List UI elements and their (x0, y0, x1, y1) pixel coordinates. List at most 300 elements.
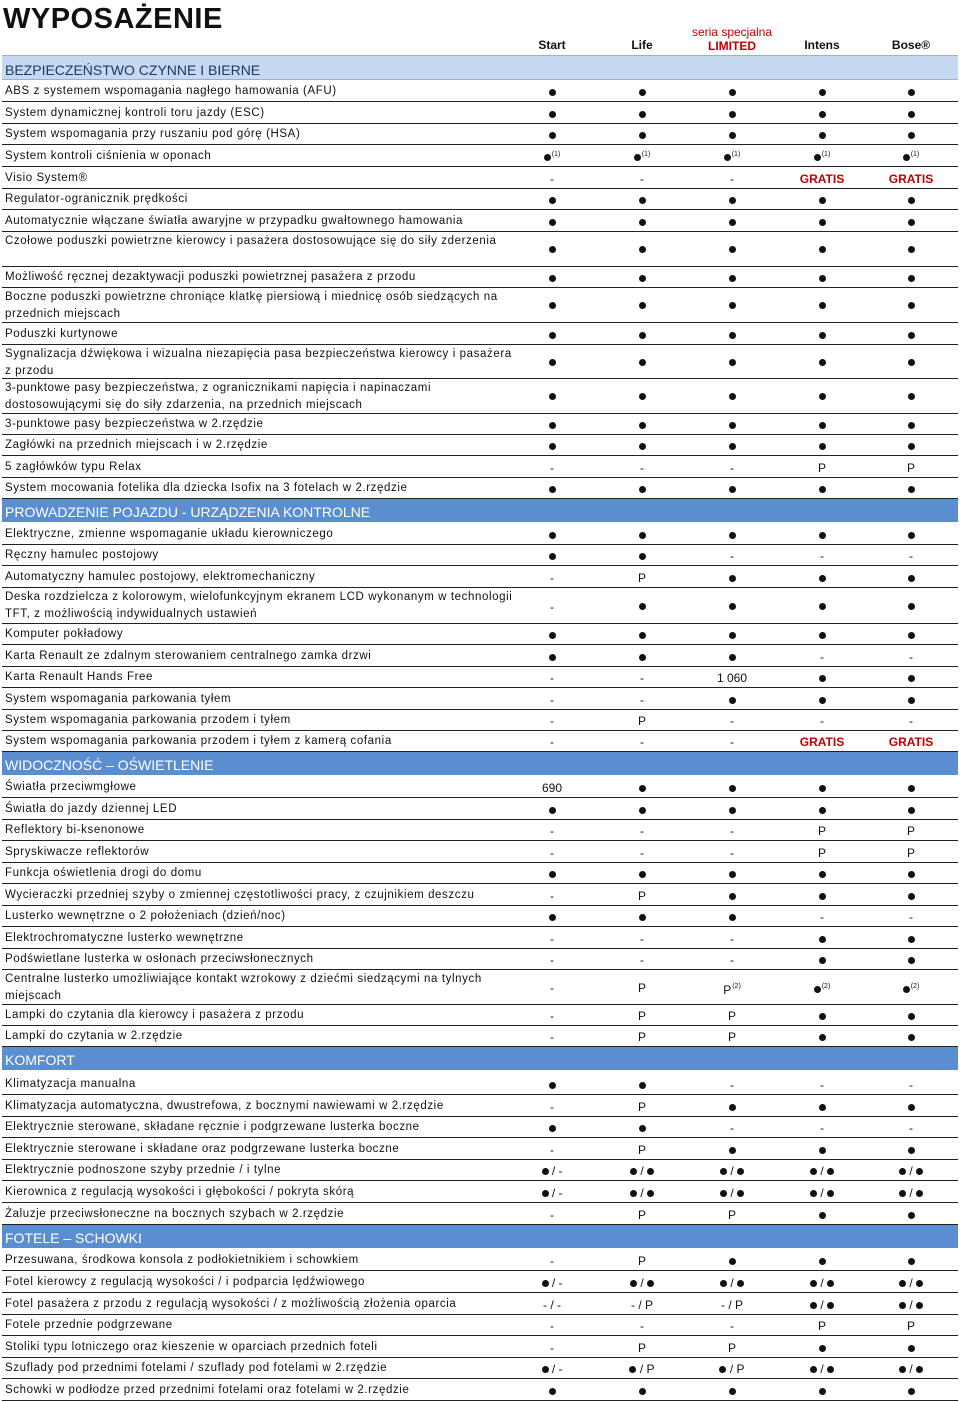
value-cell (597, 1078, 687, 1092)
standard-equipment-dot-icon (729, 1388, 736, 1395)
value-cell (866, 1009, 956, 1023)
table-row (2, 102, 958, 124)
value-cell (687, 482, 777, 496)
value-cell (777, 355, 867, 369)
standard-equipment-dot-icon (908, 697, 915, 704)
value-cell: - (730, 953, 734, 967)
value-cell (597, 1121, 687, 1135)
standard-equipment-dot-icon (908, 807, 915, 814)
table-row (2, 710, 958, 731)
section-header (2, 1047, 958, 1070)
table-row (2, 478, 958, 499)
standard-equipment-dot-icon (819, 302, 826, 309)
standard-equipment-dot-icon (810, 1280, 817, 1287)
value-cell: - (550, 461, 554, 475)
value-cell (777, 953, 867, 967)
table-row (2, 1117, 958, 1138)
value-cell (507, 628, 597, 642)
feature-label: 3-punktowe pasy bezpieczeństwa w 2.rzędzie (5, 418, 264, 430)
table-row (2, 1005, 958, 1026)
value-cell (597, 1384, 687, 1398)
value-cell (687, 128, 777, 142)
standard-equipment-dot-icon (639, 111, 646, 118)
value-cell: - (820, 714, 824, 728)
standard-equipment-dot-icon (916, 1168, 923, 1175)
standard-equipment-dot-icon (639, 275, 646, 282)
table-row (2, 1293, 958, 1315)
column-header-limited-line1: seria specjalna (691, 25, 773, 39)
value-cell (507, 328, 597, 342)
value-cell (597, 107, 687, 121)
standard-equipment-dot-icon (647, 1190, 654, 1197)
value-cell: - (550, 1341, 554, 1355)
value-cell (866, 571, 956, 585)
value-cell (507, 867, 597, 881)
standard-equipment-dot-icon (729, 246, 736, 253)
standard-equipment-dot-icon (903, 986, 910, 993)
standard-equipment-dot-icon (549, 422, 556, 429)
standard-equipment-dot-icon (639, 359, 646, 366)
value-cell (777, 128, 867, 142)
value-cell (597, 215, 687, 229)
table-row (2, 775, 958, 798)
feature-label: Stoliki typu lotniczego oraz kieszenie w oparciach przednich foteli (5, 1341, 378, 1353)
table-row (2, 232, 958, 267)
feature-label: Podświetlane lusterka w osłonach przeciwsłonecznych (5, 953, 314, 965)
standard-equipment-dot-icon (899, 1190, 906, 1197)
value-cell (687, 389, 777, 403)
table-row (2, 167, 958, 189)
value-cell (507, 482, 597, 496)
value-cell (777, 418, 867, 432)
value-cell: - (640, 932, 644, 946)
value-cell (866, 628, 956, 642)
value-cell: / P (687, 1361, 777, 1376)
standard-equipment-dot-icon (549, 807, 556, 814)
value-cell: - (550, 846, 554, 860)
value-cell (777, 628, 867, 642)
value-cell: - (550, 735, 554, 749)
standard-equipment-dot-icon (908, 111, 915, 118)
feature-label: Klimatyzacja automatyczna, dwustrefowa, z bocznymi nawiewami w 2.rzędzie (5, 1100, 444, 1112)
standard-equipment-dot-icon (737, 1190, 744, 1197)
standard-equipment-dot-icon (729, 219, 736, 226)
value-cell: - (730, 932, 734, 946)
value-cell: - (550, 671, 554, 685)
standard-equipment-dot-icon (819, 532, 826, 539)
standard-equipment-dot-icon (827, 1168, 834, 1175)
feature-label: Światła przeciwmgłowe (5, 781, 137, 793)
column-header-limited-line2: LIMITED (708, 39, 756, 53)
value-cell: - (909, 650, 913, 664)
standard-equipment-dot-icon (908, 957, 915, 964)
standard-equipment-dot-icon (819, 219, 826, 226)
value-cell: - (640, 735, 644, 749)
table-row (2, 545, 958, 566)
column-header-start: Start (538, 38, 566, 52)
section-header (2, 1225, 958, 1248)
standard-equipment-dot-icon (639, 132, 646, 139)
value-cell: (1) (597, 148, 687, 164)
value-cell (777, 803, 867, 817)
table-row (2, 267, 958, 288)
standard-equipment-dot-icon (827, 1366, 834, 1373)
standard-equipment-dot-icon (819, 1104, 826, 1111)
value-cell (687, 528, 777, 542)
value-cell: - (730, 1319, 734, 1333)
standard-equipment-dot-icon (549, 532, 556, 539)
feature-label: Czołowe poduszki powietrzne kierowcy i pasażera dostosowujące się do siły zderzenia (5, 235, 497, 247)
standard-equipment-dot-icon (908, 871, 915, 878)
value-cell (687, 418, 777, 432)
feature-label: 3-punktowe pasy bezpieczeństwa, z ogranicznikami napięcia i napinaczami dostosowującymi się do siły zdarzenia, na przednich miejscach (5, 382, 432, 411)
standard-equipment-dot-icon (549, 359, 556, 366)
value-cell (777, 1030, 867, 1044)
value-cell: - (820, 650, 824, 664)
value-cell (687, 1143, 777, 1157)
value-cell: $P^{(2)}$ (723, 982, 741, 997)
value-cell (866, 1143, 956, 1157)
feature-label: Funkcja oświetlenia drogi do domu (5, 867, 202, 879)
standard-equipment-dot-icon (720, 1280, 727, 1287)
value-cell (687, 85, 777, 99)
standard-equipment-dot-icon (908, 197, 915, 204)
value-cell (866, 439, 956, 453)
table-row (2, 884, 958, 906)
value-cell (597, 355, 687, 369)
value-cell (507, 128, 597, 142)
value-cell: / (777, 1297, 867, 1312)
value-cell (687, 355, 777, 369)
table-row (2, 624, 958, 645)
standard-equipment-dot-icon (549, 632, 556, 639)
value-cell (507, 215, 597, 229)
standard-equipment-dot-icon (549, 553, 556, 560)
standard-equipment-dot-icon (903, 154, 910, 161)
value-cell (687, 1254, 777, 1268)
standard-equipment-dot-icon (729, 893, 736, 900)
feature-label: Fotele przednie podgrzewane (5, 1319, 173, 1331)
section-header (2, 55, 958, 80)
standard-equipment-dot-icon (819, 1258, 826, 1265)
standard-equipment-dot-icon (819, 871, 826, 878)
value-cell (777, 85, 867, 99)
value-cell (507, 1384, 597, 1398)
feature-label: Klimatyzacja manualna (5, 1078, 136, 1090)
value-cell (866, 528, 956, 542)
value-cell (597, 271, 687, 285)
standard-equipment-dot-icon (639, 89, 646, 96)
value-cell (866, 1384, 956, 1398)
value-cell: P (906, 824, 915, 838)
value-cell: P (637, 1143, 646, 1157)
feature-label: Visio System® (5, 172, 88, 184)
table-row (2, 1379, 958, 1401)
standard-equipment-dot-icon (549, 275, 556, 282)
feature-label: Przesuwana, środkowa konsola z podłokietnikiem i schowkiem (5, 1254, 359, 1266)
feature-label: Możliwość ręcznej dezaktywacji poduszki powietrznej pasażera z przodu (5, 271, 416, 283)
value-cell (777, 671, 867, 685)
feature-label: Żaluzje przeciwsłoneczne na bocznych szybach w 2.rzędzie (5, 1208, 345, 1220)
value-cell (507, 549, 597, 563)
value-cell: - (730, 846, 734, 860)
standard-equipment-dot-icon (819, 1345, 826, 1352)
value-cell (777, 242, 867, 256)
standard-equipment-dot-icon (729, 332, 736, 339)
standard-equipment-dot-icon (819, 132, 826, 139)
value-cell: P (637, 571, 646, 585)
value-cell: P (906, 461, 915, 475)
value-cell (507, 107, 597, 121)
standard-equipment-dot-icon (908, 1258, 915, 1265)
standard-equipment-dot-icon (908, 393, 915, 400)
value-cell (687, 271, 777, 285)
feature-label: Fotel pasażera z przodu z regulacją wysokości / z możliwością złożenia oparcia (5, 1298, 457, 1310)
value-cell (777, 107, 867, 121)
feature-label: Schowki w podłodze przed przednimi fotelami oraz fotelami w 2.rzędzie (5, 1384, 410, 1396)
value-cell: - (730, 172, 734, 186)
value-cell: (2) (866, 980, 956, 996)
standard-equipment-dot-icon (819, 393, 826, 400)
value-cell (687, 650, 777, 664)
value-cell (597, 242, 687, 256)
value-cell: - (550, 1254, 554, 1268)
value-cell: - (550, 932, 554, 946)
table-row (2, 906, 958, 927)
standard-equipment-dot-icon (908, 1345, 915, 1352)
value-cell (597, 803, 687, 817)
value-cell (777, 328, 867, 342)
value-cell (507, 418, 597, 432)
value-cell: (1) (777, 148, 867, 164)
value-cell: / - (507, 1361, 597, 1376)
column-header-bose: Bose® (891, 38, 931, 52)
standard-equipment-dot-icon (819, 359, 826, 366)
feature-label: Lusterko wewnętrzne o 2 położeniach (dzień/noc) (5, 910, 286, 922)
value-cell (687, 803, 777, 817)
value-cell: P (817, 1319, 826, 1333)
value-cell: (1) (866, 148, 956, 164)
standard-equipment-dot-icon (639, 1082, 646, 1089)
standard-equipment-dot-icon (908, 246, 915, 253)
feature-label: System wspomagania parkowania tyłem (5, 693, 232, 705)
value-cell: (1) (687, 148, 777, 164)
value-cell: - (550, 889, 554, 903)
value-cell (777, 571, 867, 585)
value-cell (866, 1341, 956, 1355)
value-cell: P (637, 980, 646, 995)
standard-equipment-dot-icon (819, 1013, 826, 1020)
page-title: WYPOSAŻENIE (3, 3, 223, 35)
value-cell (597, 867, 687, 881)
value-cell (777, 889, 867, 903)
value-cell (507, 193, 597, 207)
standard-equipment-dot-icon (729, 197, 736, 204)
standard-equipment-dot-icon (810, 1366, 817, 1373)
standard-equipment-dot-icon (639, 654, 646, 661)
feature-label: Spryskiwacze reflektorów (5, 846, 150, 858)
standard-equipment-dot-icon (729, 302, 736, 309)
value-cell (866, 418, 956, 432)
standard-equipment-dot-icon (908, 893, 915, 900)
section-title: KOMFORT (5, 1052, 75, 1068)
value-cell (687, 910, 777, 924)
standard-equipment-dot-icon (899, 1366, 906, 1373)
standard-equipment-dot-icon (916, 1280, 923, 1287)
standard-equipment-dot-icon (908, 785, 915, 792)
feature-label: Lampki do czytania dla kierowcy i pasażera z przodu (5, 1009, 305, 1021)
feature-label: Zagłówki na przednich miejscach i w 2.rzędzie (5, 439, 268, 451)
feature-label: Centralne lusterko umożliwiające kontakt wzrokowy z dziećmi siedzącymi na tylnych miejscach (5, 973, 482, 1002)
standard-equipment-dot-icon (819, 957, 826, 964)
standard-equipment-dot-icon (630, 1280, 637, 1287)
standard-equipment-dot-icon (542, 1168, 549, 1175)
value-cell: / (597, 1163, 687, 1178)
value-cell: / (597, 1185, 687, 1200)
section-header (2, 499, 958, 522)
table-row (2, 1138, 958, 1160)
feature-label: Karta Renault Hands Free (5, 671, 153, 683)
table-row (2, 522, 958, 545)
value-cell: - (550, 714, 554, 728)
value-cell: P (637, 1341, 646, 1355)
value-cell (866, 781, 956, 795)
value-cell (777, 528, 867, 542)
value-cell: - (820, 1078, 824, 1092)
value-cell: - (640, 693, 644, 707)
value-cell (777, 693, 867, 707)
feature-label: System dynamicznej kontroli toru jazdy (ESC) (5, 107, 265, 119)
value-cell: P (817, 824, 826, 838)
value-cell (866, 298, 956, 312)
feature-label: Deska rozdzielcza z kolorowym, wielofunkcyjnym ekranem LCD wykonanym w technologii TFT, z możliwością indywidualnych ustawień (5, 591, 513, 620)
standard-equipment-dot-icon (549, 393, 556, 400)
standard-equipment-dot-icon (737, 1280, 744, 1287)
standard-equipment-dot-icon (639, 219, 646, 226)
table-row (2, 145, 958, 167)
feature-label: Karta Renault ze zdalnym sterowaniem centralnego zamka drzwi (5, 650, 372, 662)
value-cell (866, 107, 956, 121)
table-row (2, 645, 958, 667)
standard-equipment-dot-icon (729, 632, 736, 639)
standard-equipment-dot-icon (639, 632, 646, 639)
standard-equipment-dot-icon (908, 359, 915, 366)
standard-equipment-dot-icon (819, 486, 826, 493)
standard-equipment-dot-icon (549, 654, 556, 661)
value-cell (687, 867, 777, 881)
standard-equipment-dot-icon (908, 443, 915, 450)
value-cell (866, 215, 956, 229)
value-cell: - (550, 693, 554, 707)
value-cell: - (550, 1009, 554, 1023)
value-cell: - (640, 846, 644, 860)
standard-equipment-dot-icon (819, 632, 826, 639)
value-cell: - / P (630, 1298, 653, 1312)
standard-equipment-dot-icon (814, 986, 821, 993)
table-row (2, 566, 958, 588)
standard-equipment-dot-icon (639, 393, 646, 400)
standard-equipment-dot-icon (729, 422, 736, 429)
value-cell (866, 128, 956, 142)
feature-label: System wspomagania przy ruszaniu pod górę (HSA) (5, 128, 301, 140)
value-cell: - (550, 1319, 554, 1333)
value-cell (507, 439, 597, 453)
value-cell: - (640, 824, 644, 838)
feature-label: Fotel kierowcy z regulacją wysokości / i podparcia lędźwiowego (5, 1276, 365, 1288)
table-row (2, 414, 958, 435)
table-row (2, 731, 958, 752)
value-cell: - (640, 172, 644, 186)
value-cell: - (550, 599, 554, 614)
value-cell: P (637, 714, 646, 728)
table-row (2, 863, 958, 884)
standard-equipment-dot-icon (819, 89, 826, 96)
standard-equipment-dot-icon (729, 89, 736, 96)
value-cell (687, 1384, 777, 1398)
value-cell: / (777, 1185, 867, 1200)
value-cell (777, 1341, 867, 1355)
value-cell: / (687, 1185, 777, 1200)
standard-equipment-dot-icon (916, 1366, 923, 1373)
value-cell (597, 85, 687, 99)
value-cell: - (640, 1319, 644, 1333)
value-cell: P (637, 1254, 646, 1268)
standard-equipment-dot-icon (827, 1302, 834, 1309)
column-header-intens: Intens (804, 38, 840, 52)
value-cell (777, 193, 867, 207)
value-cell (687, 298, 777, 312)
table-row (2, 970, 958, 1005)
standard-equipment-dot-icon (729, 443, 736, 450)
standard-equipment-dot-icon (639, 785, 646, 792)
standard-equipment-dot-icon (908, 486, 915, 493)
value-cell: - (730, 549, 734, 563)
standard-equipment-dot-icon (819, 575, 826, 582)
value-cell (866, 889, 956, 903)
value-cell (597, 439, 687, 453)
value-cell: - (909, 714, 913, 728)
value-cell (866, 193, 956, 207)
table-row (2, 1358, 958, 1379)
value-cell: - (730, 461, 734, 475)
value-cell (866, 242, 956, 256)
value-cell (597, 193, 687, 207)
standard-equipment-dot-icon (724, 154, 731, 161)
standard-equipment-dot-icon (729, 132, 736, 139)
feature-label: ABS z systemem wspomagania nagłego hamowania (AFU) (5, 85, 337, 97)
feature-label: Szuflady pod przednimi fotelami / szuflady pod fotelami w 2.rzędzie (5, 1362, 388, 1374)
standard-equipment-dot-icon (544, 154, 551, 161)
table-row (2, 667, 958, 688)
standard-equipment-dot-icon (729, 1147, 736, 1154)
value-cell: - (730, 824, 734, 838)
feature-label: Lampki do czytania w 2.rzędzie (5, 1030, 183, 1042)
standard-equipment-dot-icon (819, 246, 826, 253)
value-cell: P (637, 1009, 646, 1023)
table-row (2, 1181, 958, 1203)
value-cell (597, 328, 687, 342)
standard-equipment-dot-icon (729, 1104, 736, 1111)
value-cell: - (550, 953, 554, 967)
value-cell (866, 867, 956, 881)
value-cell: / (866, 1361, 956, 1376)
table-row (2, 588, 958, 624)
standard-equipment-dot-icon (819, 275, 826, 282)
standard-equipment-dot-icon (908, 422, 915, 429)
value-cell (687, 193, 777, 207)
value-cell (687, 889, 777, 903)
table-row (2, 379, 958, 414)
